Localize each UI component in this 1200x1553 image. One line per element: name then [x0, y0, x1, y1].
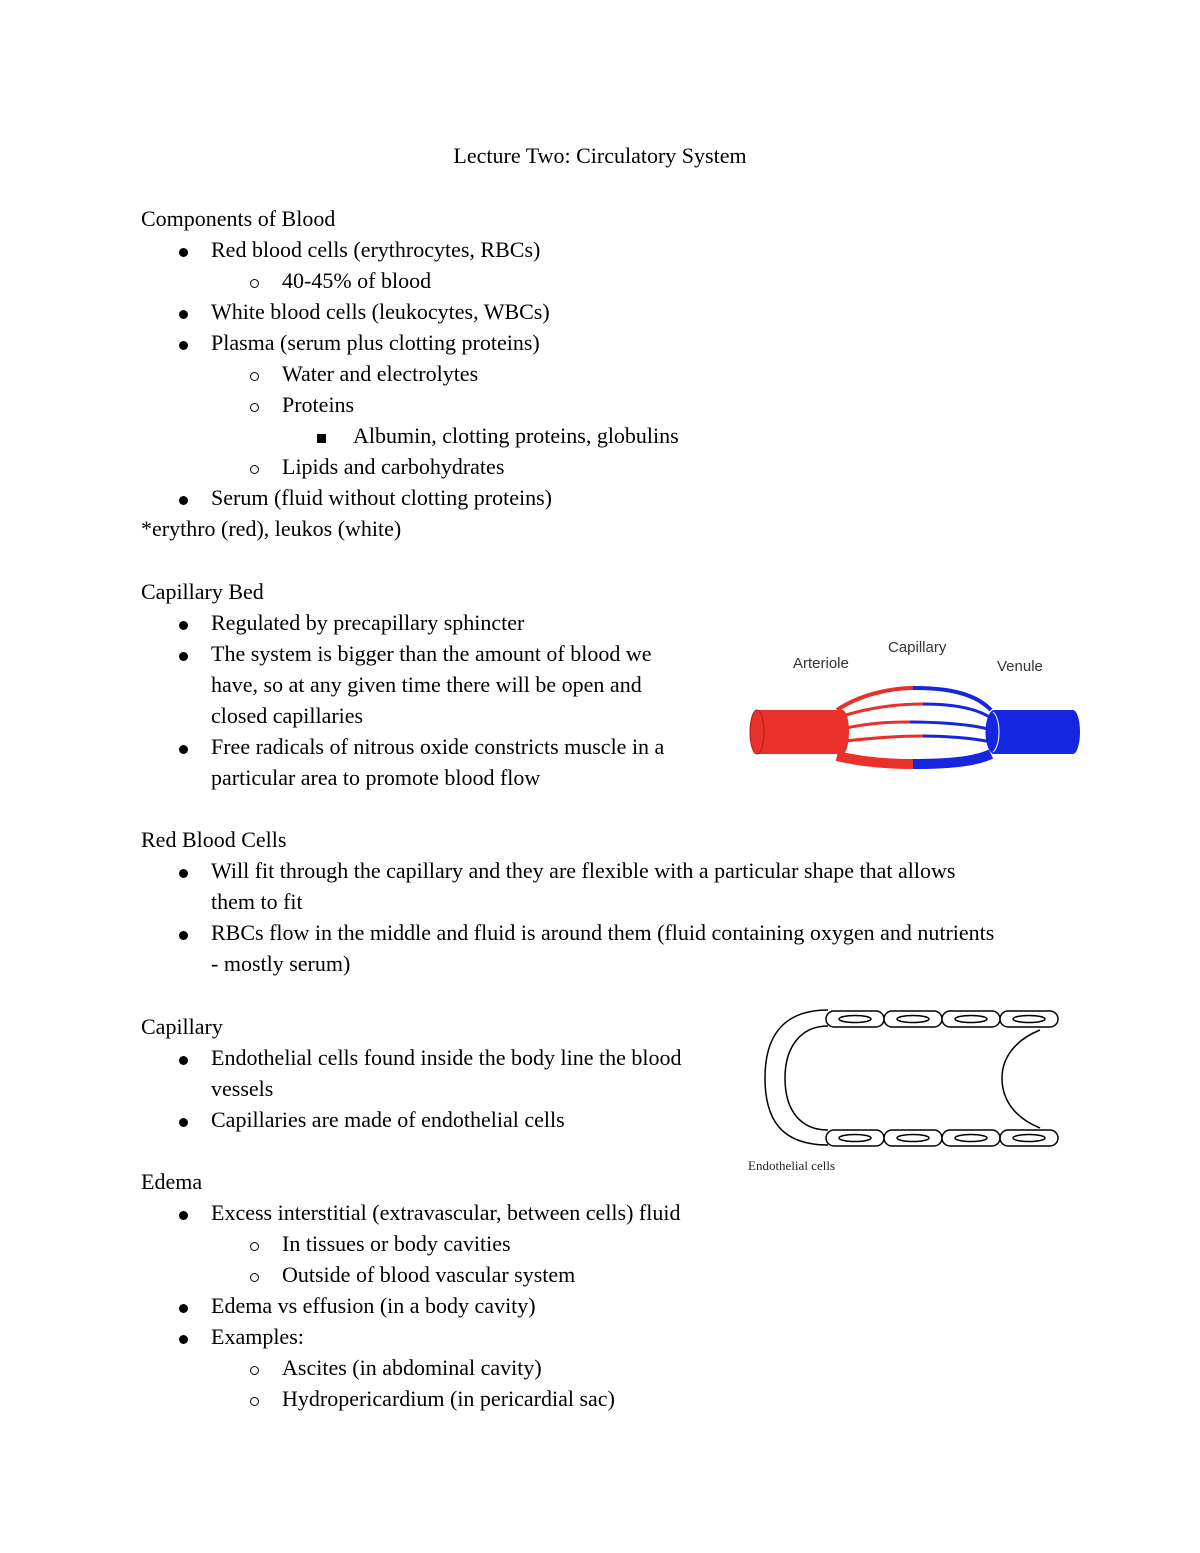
item-text: Endothelial cells found inside the body line the blood — [211, 1045, 682, 1070]
item-text: Hydropericardium (in pericardial sac) — [282, 1386, 615, 1411]
list-item — [141, 731, 664, 762]
etymology-note: *erythro (red), leukos (white) — [141, 516, 402, 541]
item-text: Lipids and carbohydrates — [282, 454, 505, 479]
bullet-dot-icon — [179, 234, 188, 265]
item-text: Red blood cells (erythrocytes, RBCs) — [211, 237, 541, 262]
rbc-list — [141, 855, 994, 979]
bullet-circle-icon — [250, 389, 259, 420]
list-item — [141, 451, 679, 482]
capillary-list — [141, 1042, 681, 1135]
bullet-dot-icon — [179, 1042, 188, 1073]
venule-label: Venule — [997, 658, 1043, 675]
item-text: Albumin, clotting proteins, globulins — [353, 423, 679, 448]
page-title: Lecture Two: Circulatory System — [453, 143, 747, 168]
list-item — [141, 1104, 681, 1135]
item-text: Water and electrolytes — [282, 361, 479, 386]
list-item — [141, 855, 994, 886]
list-item — [141, 482, 679, 513]
components-heading: Components of Blood — [141, 206, 336, 231]
edema-heading: Edema — [141, 1169, 203, 1194]
list-item — [141, 607, 664, 638]
capillary-bed-list — [141, 607, 664, 793]
capillary-bed-heading: Capillary Bed — [141, 579, 264, 604]
list-item — [141, 234, 679, 265]
bullet-circle-icon — [250, 265, 259, 296]
list-item-continued — [141, 886, 994, 917]
bullet-dot-icon — [179, 296, 188, 327]
capillary-heading: Capillary — [141, 1014, 223, 1039]
list-item-continued — [141, 1073, 681, 1104]
item-text: RBCs flow in the middle and fluid is around them (fluid containing oxygen and nutrients — [211, 920, 995, 945]
list-item — [141, 1228, 681, 1259]
item-text: Outside of blood vascular system — [282, 1262, 576, 1287]
item-text: Examples: — [211, 1324, 304, 1349]
components-list — [141, 234, 679, 513]
item-text: particular area to promote blood flow — [211, 765, 541, 790]
list-item — [141, 1383, 681, 1414]
bullet-square-icon — [317, 420, 326, 451]
item-text: Ascites (in abdominal cavity) — [282, 1355, 542, 1380]
capillary-bed-section — [141, 576, 664, 793]
list-item — [141, 1259, 681, 1290]
endothelial-caption: Endothelial cells — [748, 1158, 836, 1173]
bullet-circle-icon — [250, 358, 259, 389]
bullet-circle-icon — [250, 1259, 259, 1290]
item-text: Proteins — [282, 392, 355, 417]
bullet-dot-icon — [179, 1104, 188, 1135]
list-item — [141, 1321, 681, 1352]
item-text: Plasma (serum plus clotting proteins) — [211, 330, 540, 355]
bullet-circle-icon — [250, 1228, 259, 1259]
list-item — [141, 1352, 681, 1383]
rbc-heading: Red Blood Cells — [141, 827, 287, 852]
bullet-dot-icon — [179, 855, 188, 886]
list-item — [141, 420, 679, 451]
bullet-dot-icon — [179, 638, 188, 669]
list-item — [141, 389, 679, 420]
list-item-continued — [141, 948, 994, 979]
bullet-dot-icon — [179, 1321, 188, 1352]
list-item-continued — [141, 762, 664, 793]
list-item — [141, 296, 679, 327]
list-item — [141, 358, 679, 389]
edema-section — [141, 1166, 681, 1414]
item-text: In tissues or body cavities — [282, 1231, 511, 1256]
item-text: Will fit through the capillary and they are flexible with a particular shape that allows — [211, 858, 956, 883]
list-item — [141, 1042, 681, 1073]
endothelial-cells-figure — [740, 1000, 1070, 1175]
capillary-label: Capillary — [888, 639, 947, 656]
bullet-dot-icon — [179, 1290, 188, 1321]
bullet-circle-icon — [250, 451, 259, 482]
components-section — [141, 203, 679, 544]
list-item-continued — [141, 700, 664, 731]
list-item — [141, 327, 679, 358]
item-text: White blood cells (leukocytes, WBCs) — [211, 299, 550, 324]
bullet-circle-icon — [250, 1352, 259, 1383]
bullet-dot-icon — [179, 1197, 188, 1228]
capillary-section — [141, 1011, 681, 1135]
list-item — [141, 1197, 681, 1228]
item-text: Capillaries are made of endothelial cells — [211, 1107, 565, 1132]
bullet-dot-icon — [179, 482, 188, 513]
edema-list — [141, 1197, 681, 1414]
list-item — [141, 917, 994, 948]
item-text: Regulated by precapillary sphincter — [211, 610, 525, 635]
item-text: Serum (fluid without clotting proteins) — [211, 485, 552, 510]
bullet-dot-icon — [179, 607, 188, 638]
item-text: Excess interstitial (extravascular, between cells) fluid — [211, 1200, 681, 1225]
bullet-dot-icon — [179, 327, 188, 358]
bullet-dot-icon — [179, 731, 188, 762]
item-text: The system is bigger than the amount of blood we — [211, 641, 652, 666]
list-item — [141, 638, 664, 669]
list-item — [141, 265, 679, 296]
list-item-continued — [141, 669, 664, 700]
item-text: - mostly serum) — [211, 951, 351, 976]
item-text: closed capillaries — [211, 703, 364, 728]
item-text: Edema vs effusion (in a body cavity) — [211, 1293, 536, 1318]
item-text: them to fit — [211, 889, 303, 914]
arteriole-label: Arteriole — [793, 655, 849, 672]
item-text: have, so at any given time there will be open and — [211, 672, 642, 697]
list-item — [141, 1290, 681, 1321]
bullet-circle-icon — [250, 1383, 259, 1414]
rbc-section — [141, 824, 994, 979]
bullet-dot-icon — [179, 917, 188, 948]
item-text: 40-45% of blood — [282, 268, 432, 293]
item-text: Free radicals of nitrous oxide constricts muscle in a — [211, 734, 665, 759]
capillary-bed-figure — [745, 630, 1085, 770]
item-text: vessels — [211, 1076, 274, 1101]
